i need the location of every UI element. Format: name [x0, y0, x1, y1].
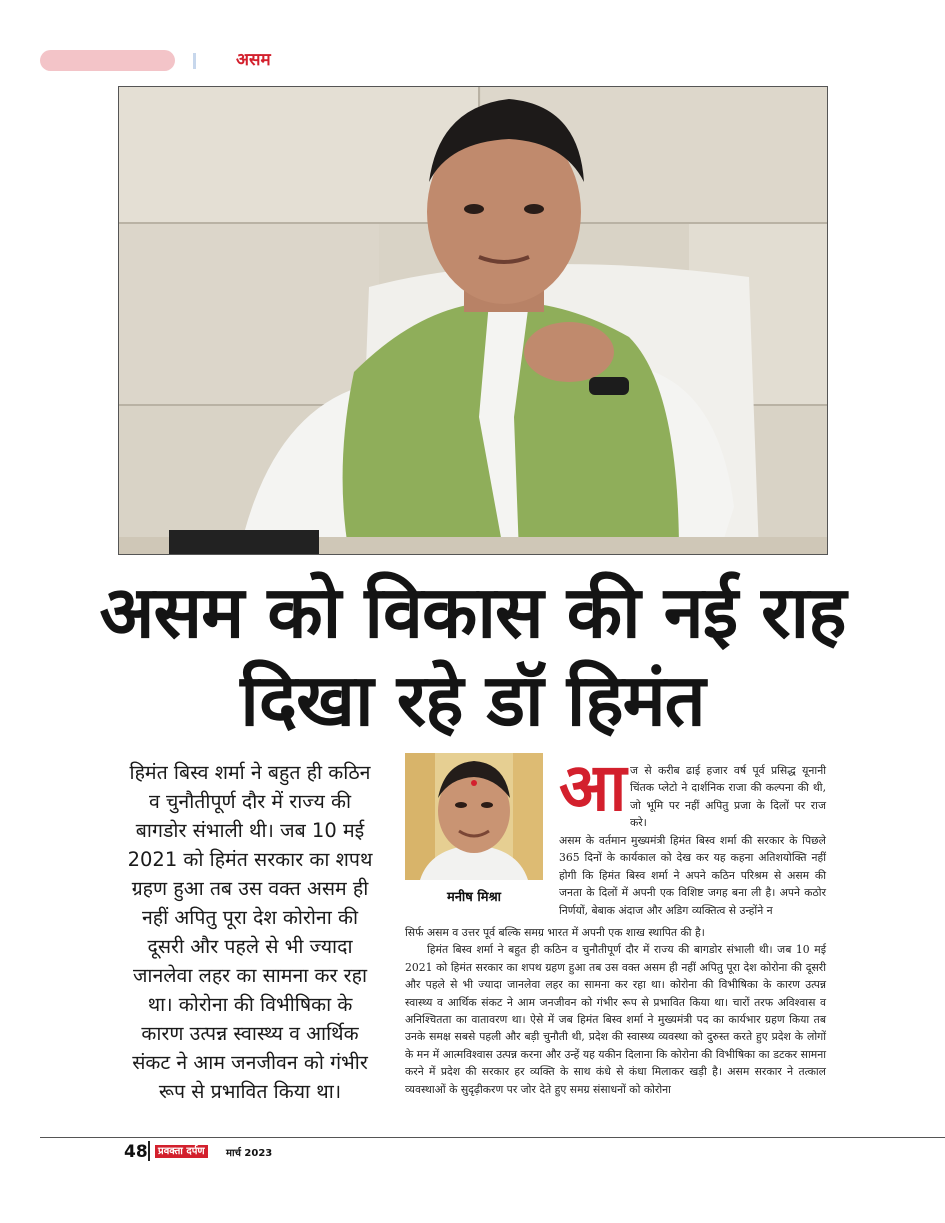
article-body: [405, 924, 826, 1098]
author-portrait: [405, 753, 543, 880]
footer-rule: [40, 1137, 945, 1138]
author-photo: [405, 753, 543, 880]
headline-line-1: असम को विकास की नई राह: [99, 570, 846, 654]
article-text-middle: असम के वर्तमान मुख्यमंत्री हिमंत बिस्व शर्मा की सरकार के पिछले 365 दिनों के कार्यकाल को देख कर यह कहना अतिशयोक्ति नहीं होगी कि हिमंत बिस्व शर्मा ने अपने कठिन परिश्रम से असम की जनता के दिलों में अपनी एक विशिष्ट जगह बना ली है। अपने कठोर निर्णयों, बेबाक अंदाज और अडिग व्यक्तित्व से उन्होंने न: [559, 834, 826, 917]
photo-illustration: [119, 87, 827, 554]
header-pill: [40, 50, 175, 71]
author-name: मनीष मिश्रा: [446, 890, 502, 905]
issue-date: मार्च 2023: [226, 1148, 273, 1159]
header-divider: [193, 53, 196, 69]
article-headline: [0, 568, 945, 744]
article-paragraph-1: सिर्फ असम व उत्तर पूर्व बल्कि समग्र भारत में अपनी एक शाख स्थापित की है।: [405, 926, 705, 939]
footer-divider: [148, 1141, 150, 1161]
article-text-top: ज से करीब ढाई हजार वर्ष पूर्व प्रसिद्ध यूनानी चिंतक प्लेटो ने दार्शनिक राजा की कल्पना की थी, जो भूमि पर नहीं अपितु प्रजा के दिलों पर राज करे।: [630, 764, 826, 830]
page-number: 48: [124, 1142, 148, 1162]
drop-cap: आ: [559, 749, 624, 826]
main-photo: [118, 86, 828, 555]
headline-line-2: दिखा रहे डॉ हिमंत: [240, 658, 705, 742]
section-label: असम: [236, 50, 271, 70]
pull-quote: हिमंत बिस्व शर्मा ने बहुत ही कठिन व चुनौतीपूर्ण दौर में राज्य की बागडोर संभाली थी। जब 10 मई 2021 को हिमंत सरकार का शपथ ग्रहण हुआ तब उस वक्त असम ही नहीं अपितु पूरा देश कोरोना की दूसरी और पहले से भी ज्यादा जानलेवा लहर का सामना कर रहा था। कोरोना की विभीषिका के कारण उत्पन्न स्वास्थ्य व आर्थिक संकट ने आम जनजीवन को गंभीर रूप से प्रभावित किया था।: [127, 761, 373, 1103]
magazine-logo: प्रवक्ता दर्पण: [155, 1145, 208, 1158]
article-paragraph-2: हिमंत बिस्व शर्मा ने बहुत ही कठिन व चुनौतीपूर्ण दौर में राज्य की बागडोर संभाली थी। जब 10 मई 2021 को हिमंत सरकार का शपथ ग्रहण हुआ तब उस वक्त असम ही नहीं अपितु पूरा देश कोरोना की दूसरी और पहले से भी ज्यादा जानलेवा लहर का सामना कर रहा था। कोरोना की विभीषिका के कारण उत्पन्न स्वास्थ्य व आर्थिक संकट ने आम जनजीवन को गंभीर रूप से प्रभावित किया था। चारों तरफ अविश्वास व अनिश्चितता का वातावरण था। ऐसे में जब हिमंत बिस्व शर्मा ने मुख्यमंत्री पद का कार्यभार ग्रहण किया तब उनके समक्ष सबसे पहली और बड़ी चुनौती थी, प्रदेश की स्वास्थ्य व्यवस्था को दुरुस्त करते हुए प्रदेश के लोगों के मन में आत्मविश्वास उत्पन्न करना और उन्हें यह यकीन दिलाना कि कोरोना की विभीषिका का डटकर सामना करने में प्रदेश की सरकार हर व्यक्ति के साथ कंधे से कंधा मिलाकर खड़ी है। असम सरकार ने तत्काल व्यवस्थाओं के सुदृढ़ीकरण पर जोर देते हुए समग्र संसाधनों को कोरोना: [405, 943, 826, 1096]
